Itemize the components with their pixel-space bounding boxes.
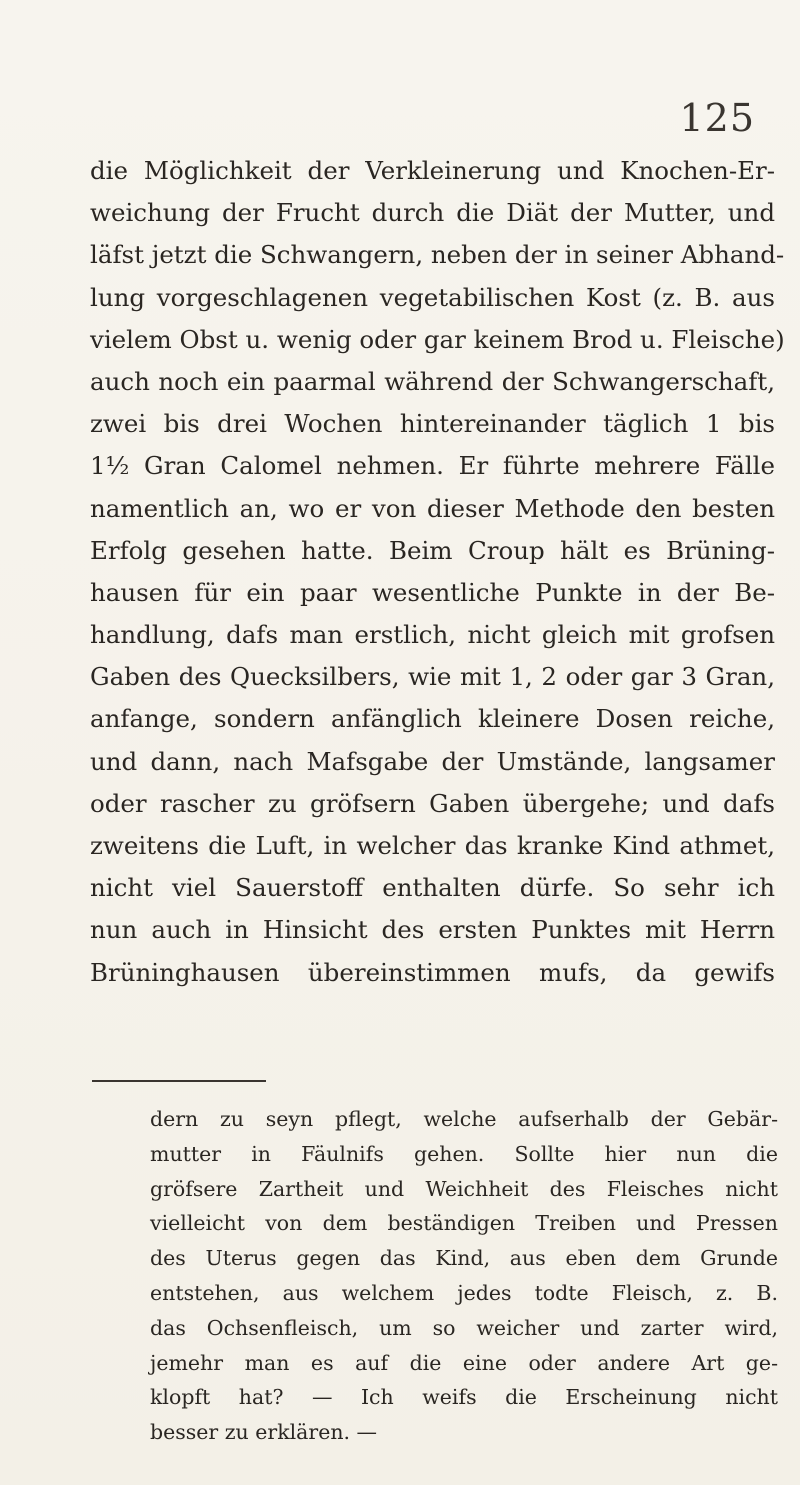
main-text-line: Erfolg gesehen hatte. Beim Croup hält es Brüning- xyxy=(90,535,775,565)
footnote-line: klopft hat? — Ich weifs die Erscheinung nicht xyxy=(150,1385,778,1410)
main-text-line: oder rascher zu gröfsern Gaben übergehe; und dafs xyxy=(90,788,775,818)
footnote-line: gröfsere Zartheit und Weichheit des Fleisches nicht xyxy=(150,1176,778,1201)
main-text-line: namentlich an, wo er von dieser Methode den besten xyxy=(90,493,775,523)
main-text-block xyxy=(90,150,785,994)
main-text-line: 1½ Gran Calomel nehmen. Er führte mehrere Fälle xyxy=(90,451,775,481)
footnote-line: jemehr man es auf die eine oder andere Art ge- xyxy=(150,1350,778,1375)
main-text-line: zwei bis drei Wochen hintereinander täglich 1 bis xyxy=(90,409,775,439)
main-text-line: zweitens die Luft, in welcher das kranke Kind athmet, xyxy=(90,831,775,860)
footnote-line: dern zu seyn pflegt, welche aufserhalb der Gebär- xyxy=(150,1107,778,1131)
main-text-line: Gaben des Quecksilbers, wie mit 1, 2 oder gar 3 Gran, xyxy=(90,662,775,692)
main-text-line: läfst jetzt die Schwangern, neben der in seiner Abhand- xyxy=(90,240,785,270)
page-number: 125 xyxy=(679,96,755,140)
footnote-line: mutter in Fäulnifs gehen. Sollte hier nun die xyxy=(150,1141,778,1166)
main-text-line: auch noch ein paarmal während der Schwangerschaft, xyxy=(90,366,775,396)
main-text-line: handlung, dafs man erstlich, nicht gleich mit grofsen xyxy=(90,620,775,650)
footnote-line: entstehen, aus welchem jedes todte Fleisch, z. B. xyxy=(150,1280,778,1305)
footnote-block xyxy=(150,1102,778,1450)
footnote-line: des Uterus gegen das Kind, aus eben dem Grunde xyxy=(150,1246,778,1271)
main-text-line: die Möglichkeit der Verkleinerung und Knochen-Er- xyxy=(90,156,775,185)
main-text-line: lung vorgeschlagenen vegetabilischen Kost (z. B. aus xyxy=(90,282,775,312)
main-text-line: anfange, sondern anfänglich kleinere Dosen reiche, xyxy=(90,704,775,734)
main-text-line: weichung der Frucht durch die Diät der Mutter, und xyxy=(90,198,775,228)
main-text-line: nicht viel Sauerstoff enthalten dürfe. So sehr ich xyxy=(90,873,775,903)
footnote-separator-rule xyxy=(92,1080,266,1082)
footnote-line: besser zu erklären. — xyxy=(150,1420,378,1445)
footnote-line: vielleicht von dem beständigen Treiben und Pressen xyxy=(150,1211,778,1236)
main-text-line: nun auch in Hinsicht des ersten Punktes mit Herrn xyxy=(90,915,775,945)
main-text-line: vielem Obst u. wenig oder gar keinem Brod u. Fleische) xyxy=(90,324,785,354)
main-text-line: Brüninghausen übereinstimmen mufs, da gewifs xyxy=(90,957,775,987)
footnote-line: das Ochsenfleisch, um so weicher und zarter wird, xyxy=(150,1315,778,1340)
main-text-line: und dann, nach Mafsgabe der Umstände, langsamer xyxy=(90,746,775,776)
main-text-line: hausen für ein paar wesentliche Punkte in der Be- xyxy=(90,577,775,607)
